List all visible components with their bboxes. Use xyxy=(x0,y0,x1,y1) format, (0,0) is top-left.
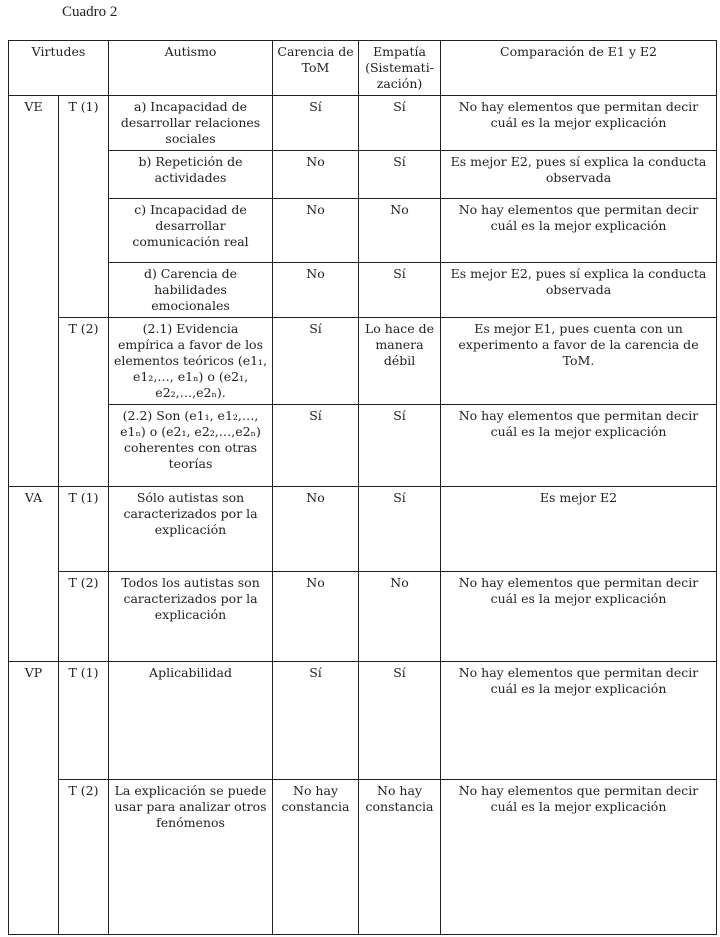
autismo-cell: La explicación se puede usar para analizar otros fenómenos xyxy=(109,780,273,935)
autismo-cell: b) Repetición de actividades xyxy=(109,151,273,199)
empatia-cell: Sí xyxy=(359,405,441,487)
comparacion-cell: Es mejor E2, pues sí explica la conducta observada xyxy=(441,263,717,318)
empatia-cell: No xyxy=(359,199,441,263)
type-cell: T (1) xyxy=(59,96,109,318)
carencia-cell: Sí xyxy=(273,662,359,780)
table-row xyxy=(9,199,717,263)
type-cell: T (2) xyxy=(59,780,109,935)
autismo-cell: Aplicabilidad xyxy=(109,662,273,780)
table-row xyxy=(9,263,717,318)
empatia-cell: No xyxy=(359,572,441,662)
comparacion-cell: No hay elementos que permitan decir cuál es la mejor explicación xyxy=(441,405,717,487)
comparacion-cell: Es mejor E2 xyxy=(441,487,717,572)
autismo-cell: Sólo autistas son caracterizados por la explicación xyxy=(109,487,273,572)
type-cell: T (2) xyxy=(59,572,109,662)
virtue-cell: VP xyxy=(9,662,59,935)
autismo-cell: (2.2) Son (e1₁, e1₂,…, e1ₙ) o (e2₁, e2₂,…,e2ₙ) coherentes con otras teorías xyxy=(109,405,273,487)
virtue-cell: VE xyxy=(9,96,59,487)
comparacion-cell: No hay elementos que permitan decir cuál es la mejor explicación xyxy=(441,780,717,935)
table-row xyxy=(9,151,717,199)
comparacion-cell: No hay elementos que permitan decir cuál es la mejor explicación xyxy=(441,662,717,780)
autismo-cell: (2.1) Evidencia empírica a favor de los elementos teóricos (e1₁, e1₂,…, e1ₙ) o (e2₁, e2₂,…,e2ₙ). xyxy=(109,318,273,405)
header-empatia: Empatía (Sistemati-zación) xyxy=(359,41,441,96)
carencia-cell: Sí xyxy=(273,318,359,405)
empatia-cell: Sí xyxy=(359,263,441,318)
comparacion-cell: Es mejor E1, pues cuenta con un experimento a favor de la carencia de ToM. xyxy=(441,318,717,405)
table-caption: Cuadro 2 xyxy=(62,4,118,20)
carencia-cell: No hay constancia xyxy=(273,780,359,935)
table-row xyxy=(9,662,717,780)
header-carencia: Carencia de ToM xyxy=(273,41,359,96)
type-cell: T (1) xyxy=(59,662,109,780)
autismo-cell: d) Carencia de habilidades emocionales xyxy=(109,263,273,318)
header-comparacion: Comparación de E1 y E2 xyxy=(441,41,717,96)
comparacion-cell: No hay elementos que permitan decir cuál es la mejor explicación xyxy=(441,199,717,263)
carencia-cell: No xyxy=(273,263,359,318)
carencia-cell: No xyxy=(273,487,359,572)
table-row xyxy=(9,318,717,405)
carencia-cell: No xyxy=(273,572,359,662)
comparison-table xyxy=(8,40,717,935)
virtue-cell: VA xyxy=(9,487,59,662)
comparacion-cell: No hay elementos que permitan decir cuál es la mejor explicación xyxy=(441,96,717,151)
type-cell: T (2) xyxy=(59,318,109,487)
carencia-cell: Sí xyxy=(273,96,359,151)
table-row xyxy=(9,405,717,487)
comparacion-cell: Es mejor E2, pues sí explica la conducta observada xyxy=(441,151,717,199)
empatia-cell: Sí xyxy=(359,487,441,572)
empatia-cell: Lo hace de manera débil xyxy=(359,318,441,405)
header-virtudes: Virtudes xyxy=(9,41,109,96)
autismo-cell: a) Incapacidad de desarrollar relaciones sociales xyxy=(109,96,273,151)
table-row xyxy=(9,96,717,151)
empatia-cell: Sí xyxy=(359,662,441,780)
table-row xyxy=(9,780,717,935)
comparacion-cell: No hay elementos que permitan decir cuál es la mejor explicación xyxy=(441,572,717,662)
header-row xyxy=(9,41,717,96)
table-row xyxy=(9,572,717,662)
carencia-cell: No xyxy=(273,199,359,263)
table-row xyxy=(9,487,717,572)
carencia-cell: No xyxy=(273,151,359,199)
empatia-cell: No hay constancia xyxy=(359,780,441,935)
empatia-cell: Sí xyxy=(359,96,441,151)
autismo-cell: c) Incapacidad de desarrollar comunicación real xyxy=(109,199,273,263)
carencia-cell: Sí xyxy=(273,405,359,487)
header-autismo: Autismo xyxy=(109,41,273,96)
autismo-cell: Todos los autistas son caracterizados por la explicación xyxy=(109,572,273,662)
type-cell: T (1) xyxy=(59,487,109,572)
empatia-cell: Sí xyxy=(359,151,441,199)
